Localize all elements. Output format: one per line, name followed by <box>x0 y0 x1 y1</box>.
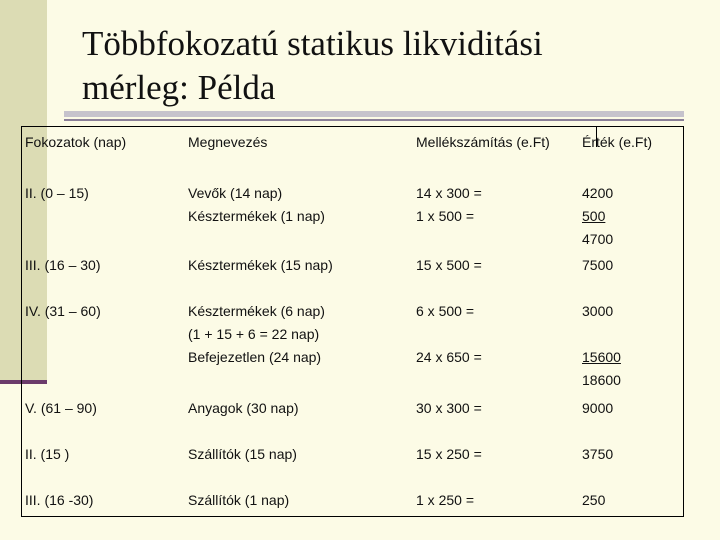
cell-fokozat: III. (16 -30) <box>25 492 94 508</box>
cell-line: 15600 <box>582 349 621 365</box>
cell-szamitas: 30 x 300 = <box>416 400 482 416</box>
title-divider-thin <box>64 119 684 121</box>
cell-ertek <box>582 178 682 258</box>
table-header-row <box>22 127 683 172</box>
cell-megnevezes: Késztermékek (15 nap) <box>188 257 333 273</box>
cell-line: 1 x 500 = <box>416 208 474 224</box>
cell-line: Befejezetlen (24 nap) <box>188 349 322 365</box>
title-divider <box>64 111 684 117</box>
cell-line: 18600 <box>582 372 621 388</box>
cell-fokozat: II. (0 – 15) <box>25 185 89 201</box>
title-line-2: mérleg: Példa <box>82 68 276 107</box>
cell-line: 24 x 650 = <box>416 349 482 365</box>
table-row <box>22 296 683 396</box>
cell-fokozat: IV. (31 – 60) <box>25 303 101 319</box>
cell-megnevezes <box>188 296 413 396</box>
cell-megnevezes: Szállítók (15 nap) <box>188 446 297 462</box>
cell-ertek: 7500 <box>582 257 614 273</box>
cell-line: 14 x 300 = <box>416 185 482 201</box>
cell-ertek: 9000 <box>582 400 614 416</box>
cell-line: Vevők (14 nap) <box>188 185 283 201</box>
table-row <box>22 485 683 517</box>
cell-szamitas: 15 x 500 = <box>416 257 482 273</box>
cell-line: Késztermékek (1 nap) <box>188 208 325 224</box>
header-mellekszamitas: Mellékszámítás (e.Ft) <box>416 134 550 150</box>
liquidity-table <box>21 126 684 517</box>
cell-fokozat: III. (16 – 30) <box>25 257 101 273</box>
cell-szamitas <box>416 178 576 258</box>
cell-megnevezes: Anyagok (30 nap) <box>188 400 299 416</box>
cell-ertek: 3750 <box>582 446 614 462</box>
cell-line: 6 x 500 = <box>416 303 474 319</box>
slide-title <box>82 22 682 110</box>
cell-megnevezes: Szállítók (1 nap) <box>188 492 290 508</box>
cell-fokozat: II. (15 ) <box>25 446 70 462</box>
cell-szamitas <box>416 296 576 396</box>
table-row <box>22 250 683 295</box>
cell-line: (1 + 15 + 6 = 22 nap) <box>188 326 320 342</box>
cell-ertek: 250 <box>582 492 606 508</box>
cell-line: Késztermékek (6 nap) <box>188 303 325 319</box>
table-row <box>22 439 683 484</box>
table-row <box>22 178 683 258</box>
cell-line: 4700 <box>582 231 614 247</box>
header-megnevezes: Megnevezés <box>188 134 268 150</box>
cell-megnevezes <box>188 178 413 258</box>
cell-szamitas: 1 x 250 = <box>416 492 474 508</box>
cell-fokozat: V. (61 – 90) <box>25 400 97 416</box>
cell-line: 4200 <box>582 185 614 201</box>
table-row <box>22 393 683 438</box>
header-ertek: Érték (e.Ft) <box>582 134 653 150</box>
title-line-1: Többfokozatú statikus likviditási <box>82 24 543 63</box>
cell-line: 3000 <box>582 303 614 319</box>
cell-line: 500 <box>582 208 606 224</box>
cell-ertek <box>582 296 682 396</box>
cell-szamitas: 15 x 250 = <box>416 446 482 462</box>
header-fokozatok: Fokozatok (nap) <box>25 134 127 150</box>
